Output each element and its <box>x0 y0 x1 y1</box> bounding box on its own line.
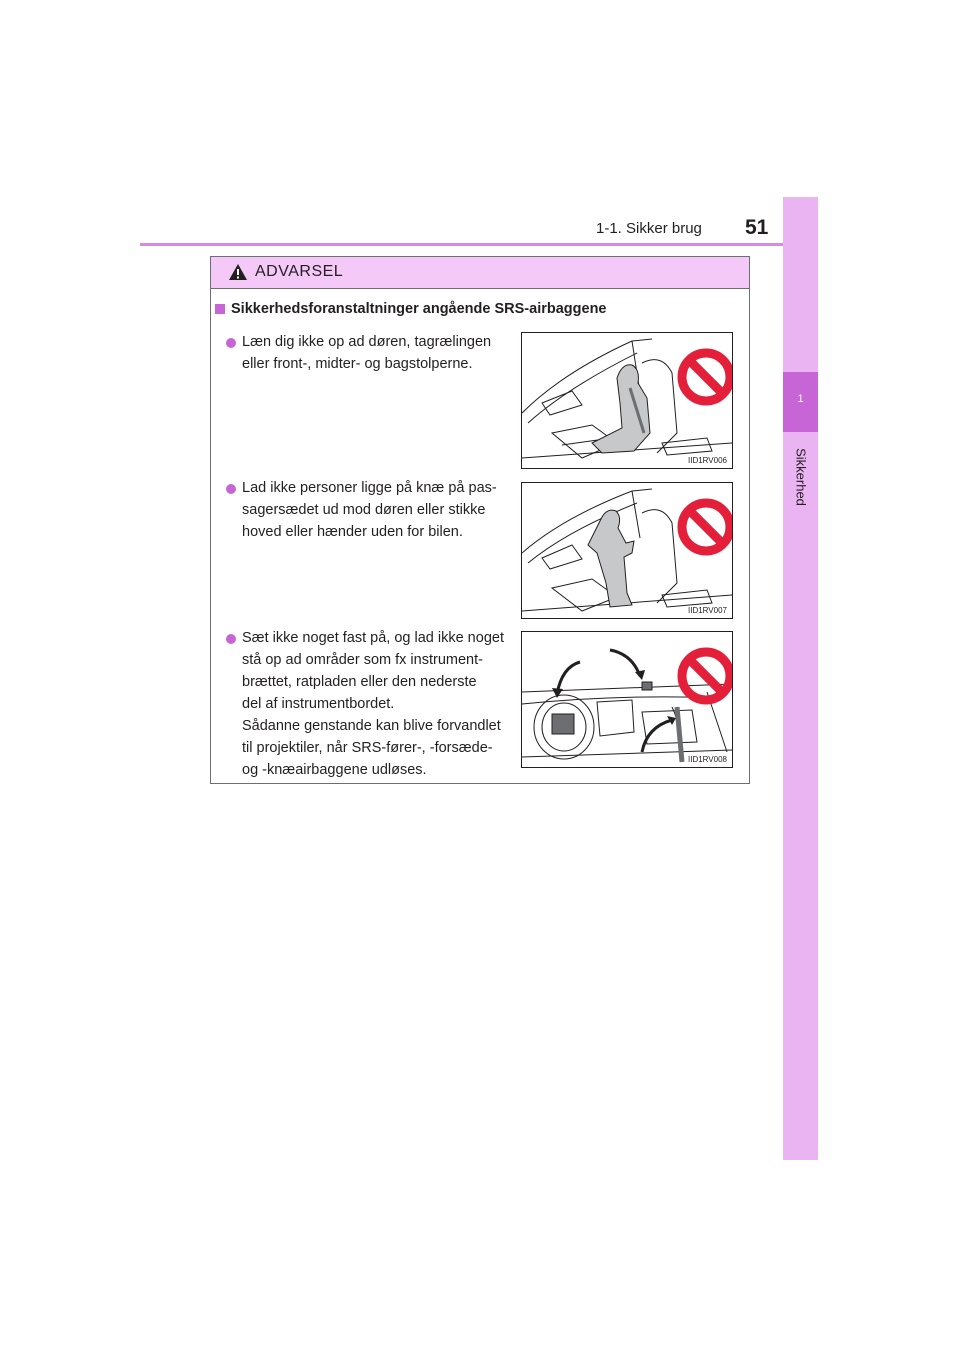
warning-item-text <box>242 627 516 781</box>
text-line: Læn dig ikke op ad døren, tagrælingen <box>242 334 492 350</box>
text-line: Sådanne genstande kan blive forvandlet <box>242 718 501 734</box>
chapter-number: 1 <box>797 393 804 405</box>
figure-code: IID1RV008 <box>688 755 727 764</box>
text-line: Sæt ikke noget fast på, og lad ikke noget <box>242 630 504 646</box>
text-line: brættet, ratpladen eller den nederste <box>242 674 477 690</box>
bullet-icon <box>226 338 236 348</box>
bullet-icon <box>226 634 236 644</box>
chapter-label-box <box>783 432 818 522</box>
text-line: stå op ad områder som fx instrument- <box>242 652 483 668</box>
text-line: eller front-, midter- og bagstolperne. <box>242 356 473 372</box>
chapter-side-tab <box>783 197 818 1160</box>
warning-title: ADVARSEL <box>255 263 344 280</box>
car-interior-illustration <box>522 333 733 469</box>
warning-item-text <box>242 331 516 375</box>
section-title: 1-1. Sikker brug <box>596 220 702 237</box>
bullet-icon <box>226 484 236 494</box>
warning-item-text <box>242 477 516 543</box>
text-line: til projektiler, når SRS-fører-, -forsæde- <box>242 740 493 756</box>
text-line: hoved eller hænder uden for bilen. <box>242 524 463 540</box>
warning-triangle-icon <box>228 263 248 281</box>
text-line: del af instrumentbordet. <box>242 696 395 712</box>
car-interior-illustration <box>522 483 733 619</box>
text-line: Lad ikke personer ligge på knæ på pas- <box>242 480 497 496</box>
figure-lean-on-door <box>521 332 733 469</box>
header-divider <box>140 243 818 246</box>
warning-header <box>211 257 749 289</box>
text-line: sagersædet ud mod døren eller stikke <box>242 502 486 518</box>
figure-code: IID1RV006 <box>688 456 727 465</box>
warning-box <box>210 256 750 784</box>
figure-dashboard-objects <box>521 631 733 768</box>
section-square-icon <box>215 304 225 314</box>
figure-code: IID1RV007 <box>688 606 727 615</box>
dashboard-illustration <box>522 632 733 768</box>
text-line: og -knæairbaggene udløses. <box>242 762 427 778</box>
warning-section-title: Sikkerhedsforanstaltninger angående SRS-airbaggene <box>231 301 607 317</box>
chapter-label: Sikkerhed <box>793 448 808 506</box>
page-number: 51 <box>745 216 769 239</box>
chapter-marker <box>783 372 818 432</box>
figure-kneeling-passenger <box>521 482 733 619</box>
